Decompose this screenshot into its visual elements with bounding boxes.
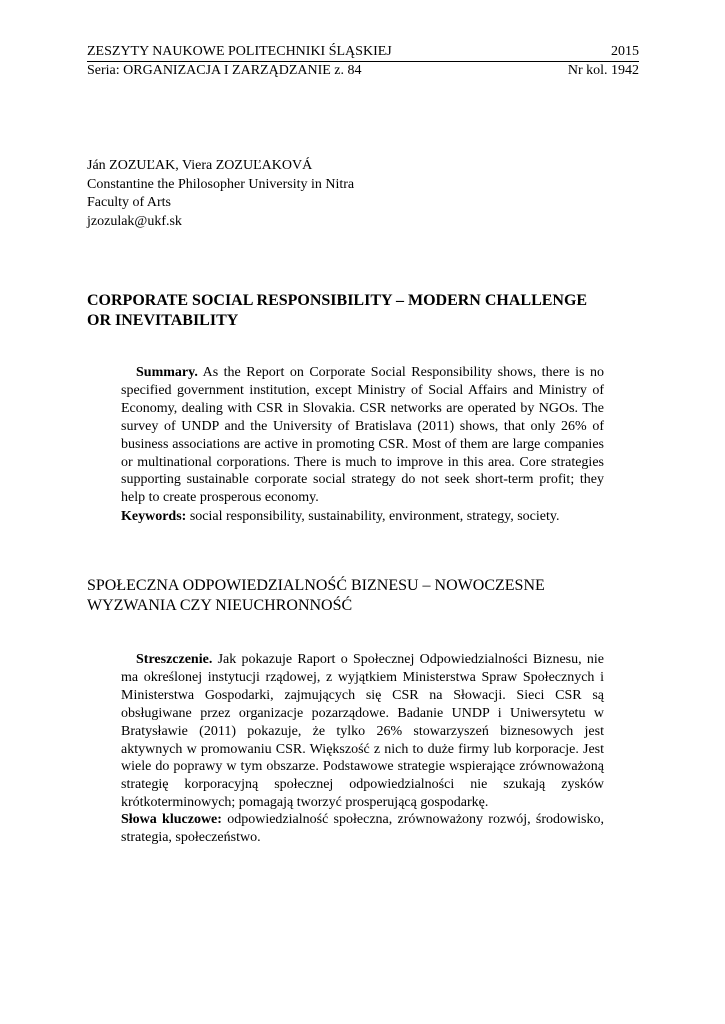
author-faculty: Faculty of Arts <box>87 195 171 210</box>
header-rule <box>87 61 639 62</box>
slowa-kluczowe-label: Słowa kluczowe: <box>121 812 222 827</box>
issue-number: Nr kol. 1942 <box>567 63 639 78</box>
english-keywords <box>121 508 604 526</box>
journal-name: ZESZYTY NAUKOWE POLITECHNIKI ŚLĄSKIEJ <box>87 44 392 59</box>
english-title <box>87 291 639 331</box>
polish-title <box>87 576 639 616</box>
english-title-line1: CORPORATE SOCIAL RESPONSIBILITY – MODERN CHALLENGE <box>87 292 588 309</box>
running-header-bottom <box>87 63 639 79</box>
english-title-line2: OR INEVITABILITY <box>87 312 239 329</box>
keywords-text: social responsibility, sustainability, environment, strategy, society. <box>189 509 560 524</box>
polish-title-line2: WYZWANIA CZY NIEUCHRONNOŚĆ <box>87 597 353 614</box>
author-block <box>87 157 354 231</box>
series-name: Seria: ORGANIZACJA I ZARZĄDZANIE z. 84 <box>87 63 362 78</box>
polish-keywords <box>121 811 604 847</box>
polish-summary <box>121 651 604 812</box>
streszczenie-text: Jak pokazuje Raport o Społecznej Odpowiedzialności Biznesu, nie ma określonej instytucji rządowej, z wyjątkiem Ministerstwa Spraw Społecznych i Ministerstwa Gospodarki, zajmujących się CSR na Słowacji. Sieci CSR są obsługiwane przez organizacje pozarządowe. Badanie UNDP i Uniwersytetu w Bratysławie (2011) pokazuje, że tylko 26% stowarzyszeń biznesowych jest aktywnych w promowaniu CSR. Większość z nich to duże firmy lub korporacje. Jest wiele do poprawy w tym obszarze. Podstawowe strategie wspierające zrównoważoną strategię korporacyjną społecznej odpowiedzialności nie szukają zysków krótkoterminowych; pomagają tworzyć prosperującą gospodarkę. <box>121 652 605 811</box>
author-email: jzozulak@ukf.sk <box>87 213 182 229</box>
journal-year: 2015 <box>611 44 639 59</box>
author-names: Ján ZOZUĽAK, Viera ZOZUĽAKOVÁ <box>87 158 313 173</box>
keywords-label: Keywords: <box>121 509 187 524</box>
summary-text: As the Report on Corporate Social Responsibility shows, there is no specified government institution, except Ministry of Social Affairs and Ministry of Economy, dealing with CSR in Slovakia. CSR networks are operated by NGOs. The survey of UNDP and the University of Bratislava (2011) shows, that only 26% of business associations are active in promoting CSR. Most of them are large companies or multinational corporations. There is much to improve in this area. Core strategies supporting sustainable corporate social strategy do not seek short-term profit; they help to create prosperous economy. <box>121 365 604 506</box>
author-university: Constantine the Philosopher University in Nitra <box>87 176 355 192</box>
polish-title-line1: SPOŁECZNA ODPOWIEDZIALNOŚĆ BIZNESU – NOWOCZESNE <box>87 577 545 594</box>
summary-label: Summary. <box>136 365 198 380</box>
running-header-top <box>87 44 639 60</box>
english-summary <box>121 364 604 507</box>
streszczenie-label: Streszczenie. <box>136 652 213 667</box>
slowa-kluczowe-text: odpowiedzialność społeczna, zrównoważony rozwój, środowisko, strategia, społeczeństwo. <box>121 812 604 845</box>
